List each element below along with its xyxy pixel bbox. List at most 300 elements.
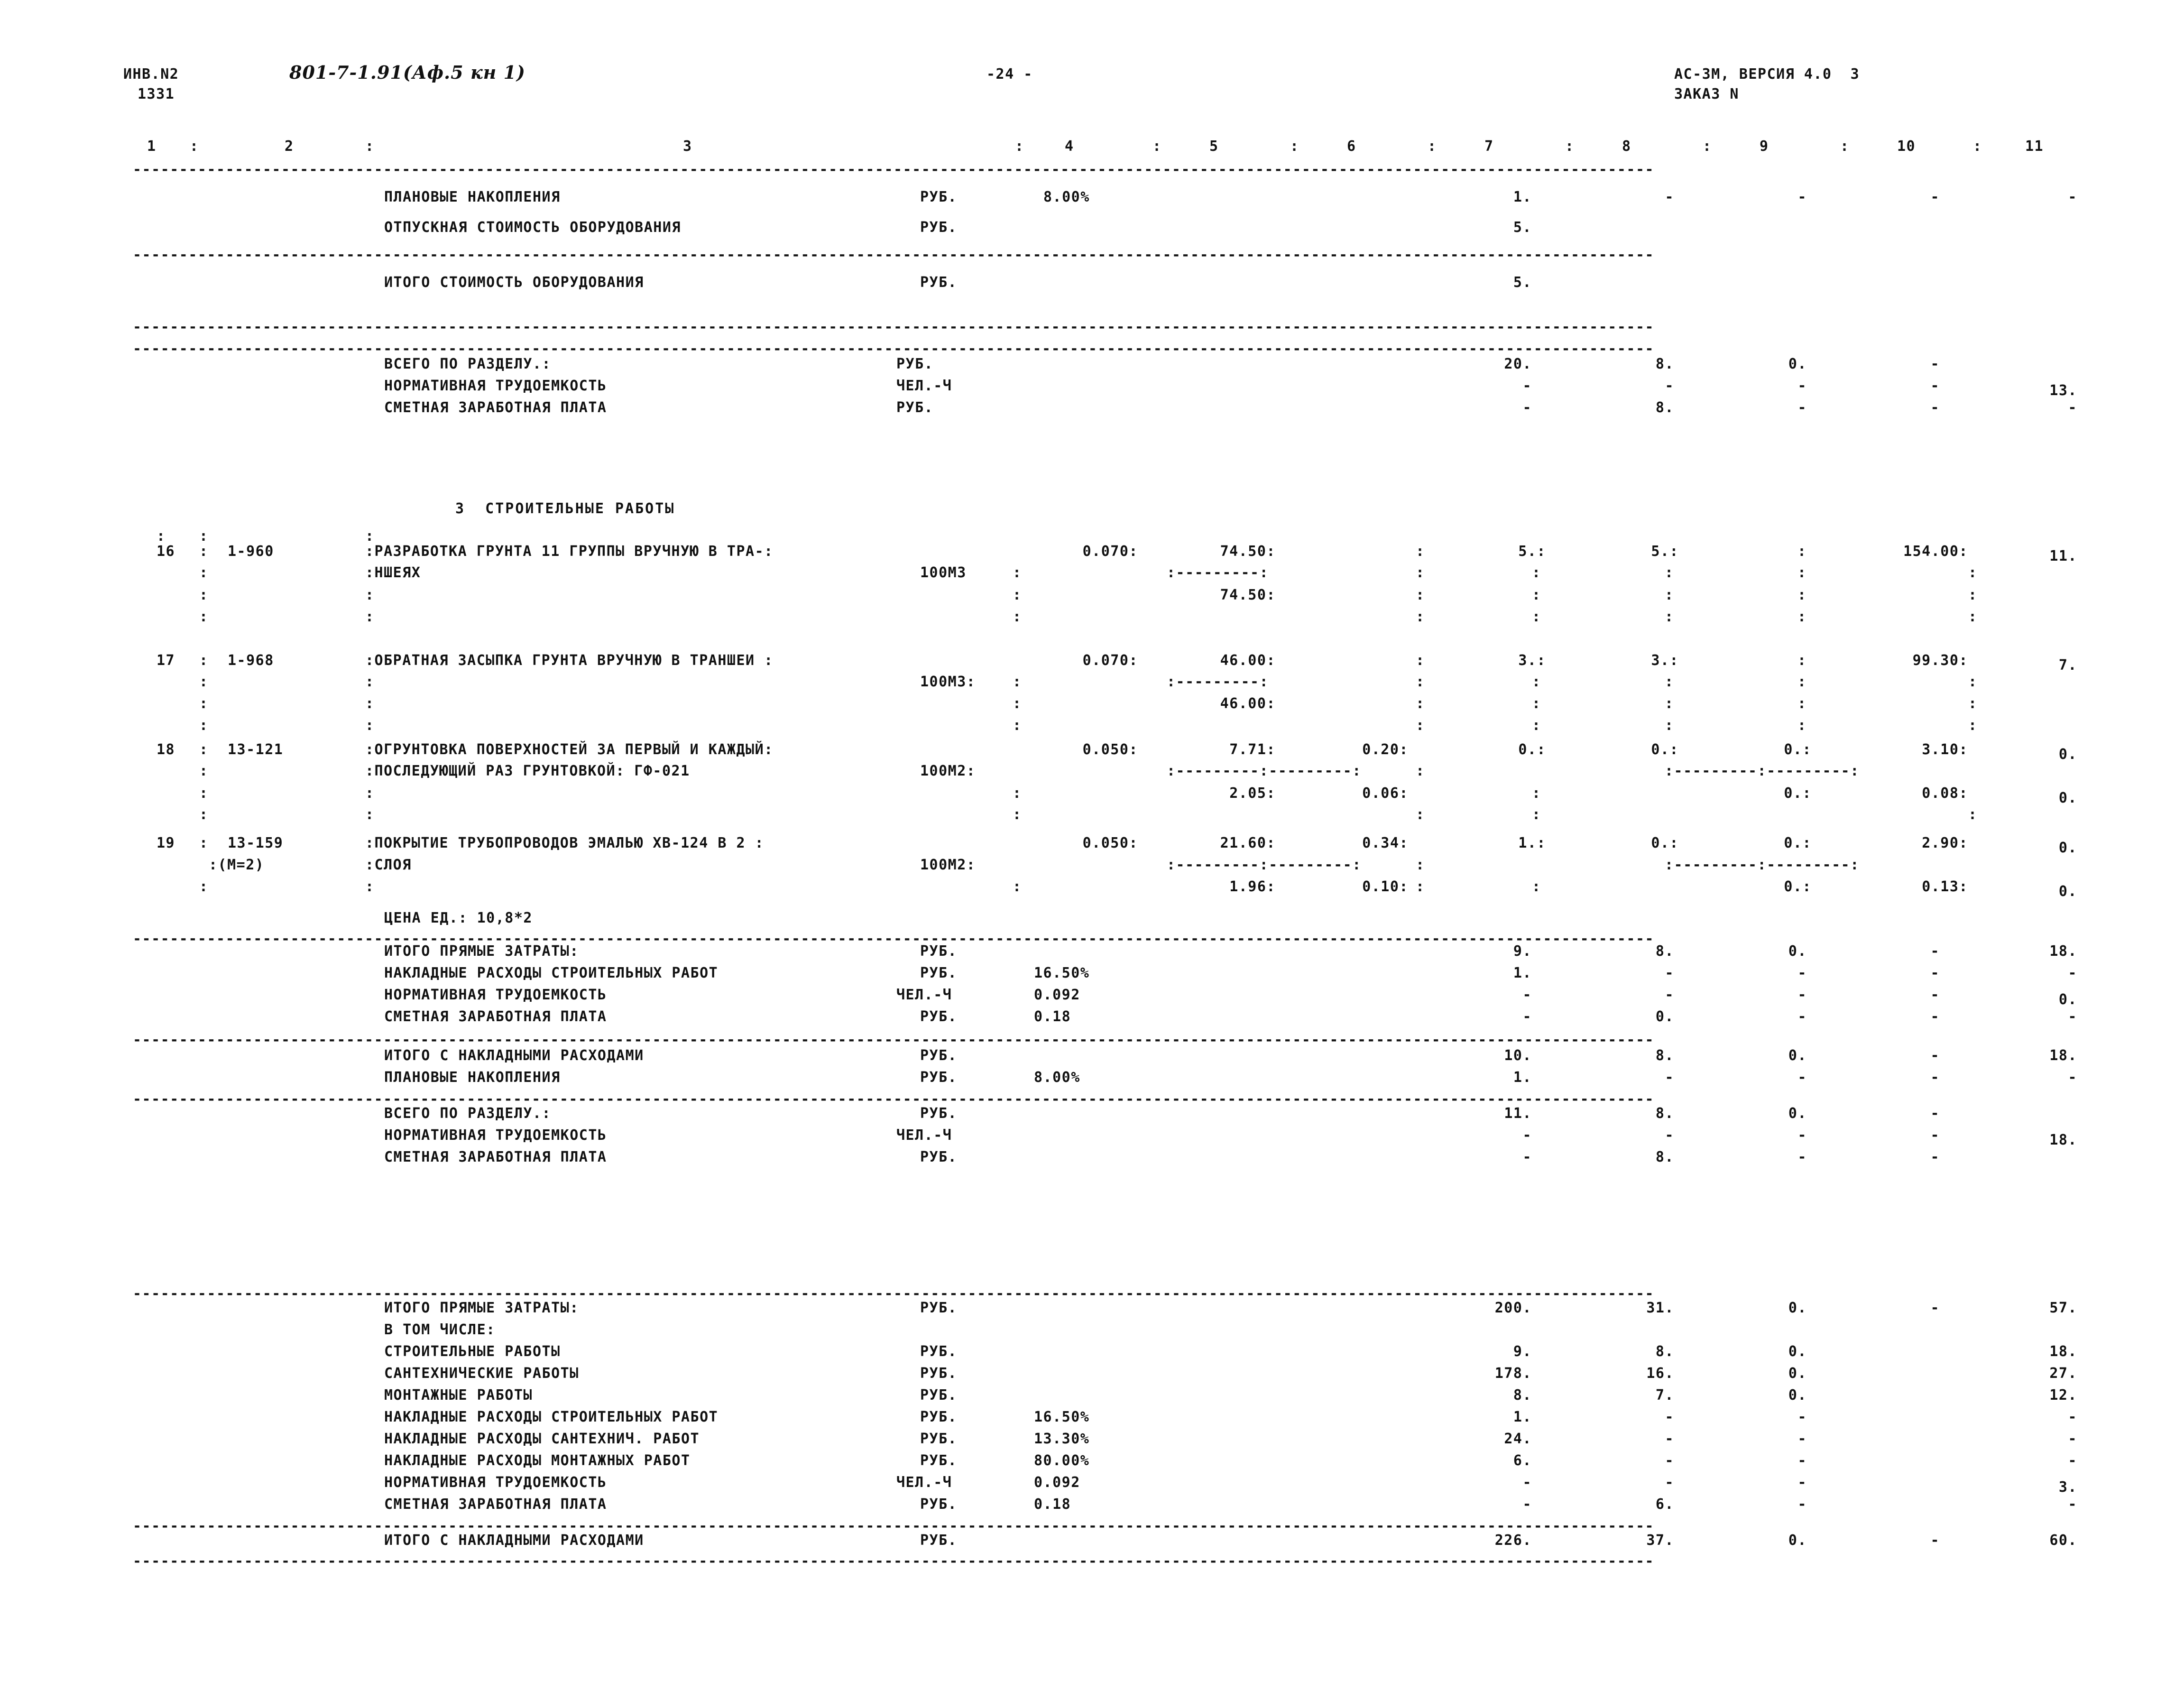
item-c4: 0.050: (1082, 835, 1138, 851)
item-num: 19 (157, 835, 175, 851)
item-colon: : (1416, 587, 1425, 603)
item-colon: : (199, 587, 209, 603)
col-sep: : (365, 138, 375, 155)
section-title: 3 СТРОИТЕЛЬНЫЕ РАБОТЫ (455, 500, 675, 517)
row-label: НАКЛАДНЫЕ РАСХОДЫ СТРОИТЕЛЬНЫХ РАБОТ (384, 1409, 719, 1425)
col-sep: : (1428, 138, 1437, 155)
item-c11a: 0. (2058, 746, 2077, 763)
item-code: 13-159 (228, 835, 284, 851)
row-label: ВСЕГО ПО РАЗДЕЛУ.: (384, 1105, 552, 1122)
item-code: 13-121 (228, 741, 284, 758)
item-colon: : (199, 763, 209, 779)
row-pct: 8.00% (1043, 189, 1090, 205)
row-pct: 0.18 (1034, 1496, 1071, 1513)
item-colon: : (1968, 695, 1978, 712)
separator-line: -------------------------------------------------------------------------------------------------------------------------------------------------------------------- (133, 931, 1655, 947)
row-c11: 12. (2049, 1387, 2077, 1404)
row-label: ИТОГО С НАКЛАДНЫМИ РАСХОДАМИ (384, 1047, 644, 1064)
row-c10: - (1930, 189, 1940, 205)
col-sep: : (1703, 138, 1712, 155)
item-colon: : (199, 674, 209, 690)
row-c8: 6. (1655, 1496, 1674, 1513)
item-colon: : (1665, 609, 1674, 625)
row-c7: 1. (1513, 1409, 1532, 1425)
row-c11: - (2068, 965, 2077, 981)
row-c11: 57. (2049, 1300, 2077, 1316)
row-label: ПЛАНОВЫЕ НАКОПЛЕНИЯ (384, 1069, 561, 1086)
row-c8: 8. (1655, 1343, 1674, 1360)
row-c8: - (1665, 1431, 1674, 1447)
item-colon: : (1013, 785, 1022, 802)
row-c8: 0. (1655, 1008, 1674, 1025)
handwritten-code: 801-7-1.91(Аф.5 кн 1) (289, 62, 526, 83)
dash-underline: :---------:---------: (1665, 857, 1860, 873)
row-c10: - (1930, 1069, 1940, 1086)
row-c8: - (1665, 189, 1674, 205)
item-colon: : (1416, 763, 1425, 779)
item-c11b: 0. (2058, 790, 2077, 806)
col-sep: : (1840, 138, 1850, 155)
row-label: НОРМАТИВНАЯ ТРУДОЕМКОСТЬ (384, 987, 607, 1003)
item-colon: : (157, 528, 166, 545)
row-pct: 80.00% (1034, 1452, 1090, 1469)
row-c7: 226. (1494, 1532, 1532, 1549)
row-label: ИТОГО ПРЯМЫЕ ЗАТРАТЫ: (384, 1300, 579, 1316)
row-c7: 200. (1494, 1300, 1532, 1316)
row-c9: - (1797, 189, 1807, 205)
item-colon: : (1665, 717, 1674, 734)
item-colon: : (1013, 587, 1022, 603)
item-c10a: 99.30: (1912, 652, 1968, 669)
row-c11: 18. (2049, 943, 2077, 960)
item-colon: : (1968, 717, 1978, 734)
item-c5a: 21.60: (1220, 835, 1276, 851)
item-colon: : (1797, 609, 1807, 625)
row-c10: - (1930, 356, 1940, 372)
row-c7: - (1522, 1127, 1532, 1144)
item-c10b: 0.08: (1922, 785, 1968, 802)
item-colon: : (1416, 652, 1425, 669)
row-unit: РУБ. (920, 274, 958, 291)
col-num-7: 7 (1484, 138, 1494, 155)
item-colon: : (199, 695, 209, 712)
row-c9: 0. (1788, 1047, 1807, 1064)
row-c9: - (1797, 965, 1807, 981)
separator-line: -------------------------------------------------------------------------------------------------------------------------------------------------------------------- (133, 341, 1655, 357)
dash-underline: :---------:---------: (1167, 857, 1362, 873)
row-c10: - (1930, 1008, 1940, 1025)
item-colon: : (365, 806, 375, 823)
item-colon: : (365, 609, 375, 625)
item-colon: : (1665, 674, 1674, 690)
row-c8: 8. (1655, 399, 1674, 416)
row-c7: - (1522, 1149, 1532, 1165)
item-num: 18 (157, 741, 175, 758)
row-c9: - (1797, 1127, 1807, 1144)
row-unit: РУБ. (920, 1008, 958, 1025)
item-colon: : (1013, 806, 1022, 823)
row-c7: 11. (1504, 1105, 1532, 1122)
row-label: НАКЛАДНЫЕ РАСХОДЫ СТРОИТЕЛЬНЫХ РАБОТ (384, 965, 719, 981)
item-code: 1-968 (228, 652, 274, 669)
row-c11: 13. (2049, 382, 2077, 399)
row-c9: - (1797, 1496, 1807, 1513)
row-c8: 7. (1655, 1387, 1674, 1404)
col-sep: : (1152, 138, 1162, 155)
item-c5a: 46.00: (1220, 652, 1276, 669)
item-c4: 0.050: (1082, 741, 1138, 758)
item-c10a: 3.10: (1922, 741, 1968, 758)
item-colon: : (1416, 609, 1425, 625)
col-num-4: 4 (1065, 138, 1074, 155)
row-pct: 8.00% (1034, 1069, 1080, 1086)
item-colon: : (199, 835, 209, 851)
separator-line: -------------------------------------------------------------------------------------------------------------------------------------------------------------------- (133, 247, 1655, 263)
item-unit: 100М2: (920, 857, 976, 873)
item-c6b: 0.06: (1362, 785, 1409, 802)
row-c7: 20. (1504, 356, 1532, 372)
row-c9: - (1797, 1474, 1807, 1491)
row-unit: РУБ. (920, 1300, 958, 1316)
row-c11: - (2068, 399, 2077, 416)
row-c11: 27. (2049, 1365, 2077, 1382)
row-c7: 1. (1513, 189, 1532, 205)
row-c7: - (1522, 1474, 1532, 1491)
item-c5b: 46.00: (1220, 695, 1276, 712)
row-c10: - (1930, 399, 1940, 416)
item-c5b: 1.96: (1229, 878, 1276, 895)
item-unit: 100М2: (920, 763, 976, 779)
item-colon: : (1416, 717, 1425, 734)
row-unit: РУБ. (920, 1365, 958, 1382)
item-colon: : (199, 741, 209, 758)
row-c8: - (1665, 1127, 1674, 1144)
row-c11: 18. (2049, 1343, 2077, 1360)
row-label: СМЕТНАЯ ЗАРАБОТНАЯ ПЛАТА (384, 1496, 607, 1513)
item-colon: : (1416, 564, 1425, 581)
row-c10: - (1930, 378, 1940, 394)
item-colon: : (1665, 564, 1674, 581)
row-unit: РУБ. (920, 1387, 958, 1404)
item-colon: : (1532, 587, 1541, 603)
row-c10: - (1930, 1149, 1940, 1165)
row-c9: 0. (1788, 1532, 1807, 1549)
row-unit: РУБ. (920, 1431, 958, 1447)
col-sep: : (1973, 138, 1982, 155)
item-desc-line1: :РАЗРАБОТКА ГРУНТА 11 ГРУППЫ ВРУЧНУЮ В ТРА-: (365, 543, 774, 560)
row-c11: 18. (2049, 1132, 2077, 1148)
item-colon: : (1968, 609, 1978, 625)
item-num: 16 (157, 543, 175, 560)
row-c7: 8. (1513, 1387, 1532, 1404)
item-colon: : (365, 674, 375, 690)
row-c9: 0. (1788, 943, 1807, 960)
row-unit: ЧЕЛ.-Ч (896, 987, 952, 1003)
row-label: СМЕТНАЯ ЗАРАБОТНАЯ ПЛАТА (384, 1008, 607, 1025)
item-colon: : (1532, 674, 1541, 690)
item-colon: : (1416, 543, 1425, 560)
version-label: АС-3М, ВЕРСИЯ 4.0 3 (1674, 66, 1860, 83)
col-num-2: 2 (285, 138, 294, 155)
row-c9: - (1797, 987, 1807, 1003)
row-c9: - (1797, 1431, 1807, 1447)
row-unit: РУБ. (920, 943, 958, 960)
item-colon: : (1797, 717, 1807, 734)
row-c8: 8. (1655, 1047, 1674, 1064)
row-c10: - (1930, 987, 1940, 1003)
item-colon: : (199, 652, 209, 669)
order-label: ЗАКАЗ N (1674, 86, 1739, 102)
item-c10b: 0.13: (1922, 878, 1968, 895)
row-unit: РУБ. (920, 1409, 958, 1425)
item-colon: : (199, 609, 209, 625)
row-label: НАКЛАДНЫЕ РАСХОДЫ САНТЕХНИЧ. РАБОТ (384, 1431, 700, 1447)
item-desc-line1: :ПОКРЫТИЕ ТРУБОПРОВОДОВ ЭМАЛЬЮ ХВ-124 В 2 : (365, 835, 765, 851)
row-c10: - (1930, 965, 1940, 981)
item-unit: 100М3 (920, 564, 967, 581)
row-c8: 8. (1655, 1149, 1674, 1165)
inventory-label: ИНВ.N2 (123, 66, 179, 83)
row-pct: 16.50% (1034, 965, 1090, 981)
row-c10: - (1930, 1300, 1940, 1316)
item-c7: 5.: (1518, 543, 1546, 560)
item-c6a: 0.20: (1362, 741, 1409, 758)
item-colon: : (365, 878, 375, 895)
col-num-5: 5 (1209, 138, 1219, 155)
row-unit: ЧЕЛ.-Ч (896, 1474, 952, 1491)
item-c8: 0.: (1651, 741, 1679, 758)
item-colon: : (1532, 695, 1541, 712)
dash-underline: :---------:---------: (1167, 763, 1362, 779)
item-c11a: 7. (2058, 657, 2077, 674)
item-colon: : (1797, 587, 1807, 603)
row-label: ИТОГО С НАКЛАДНЫМИ РАСХОДАМИ (384, 1532, 644, 1549)
col-sep: : (1290, 138, 1299, 155)
row-c11: 3. (2058, 1479, 2077, 1496)
item-colon: : (199, 564, 209, 581)
item-c7: 3.: (1518, 652, 1546, 669)
row-c10: - (1930, 1105, 1940, 1122)
item-c9: 0.: (1784, 835, 1812, 851)
row-c11: - (2068, 1452, 2077, 1469)
row-c9: 0. (1788, 1365, 1807, 1382)
row-c9: - (1797, 1409, 1807, 1425)
row-label: ПЛАНОВЫЕ НАКОПЛЕНИЯ (384, 189, 561, 205)
row-label: ОТПУСКНАЯ СТОИМОСТЬ ОБОРУДОВАНИЯ (384, 219, 681, 236)
row-label: СМЕТНАЯ ЗАРАБОТНАЯ ПЛАТА (384, 1149, 607, 1165)
row-c8: - (1665, 965, 1674, 981)
row-c9: - (1797, 1069, 1807, 1086)
item-unit: 100М3: (920, 674, 976, 690)
inventory-number: 1331 (138, 86, 175, 102)
item-colon: : (1416, 857, 1425, 873)
row-label: ИТОГО ПРЯМЫЕ ЗАТРАТЫ: (384, 943, 579, 960)
item-c4: 0.070: (1082, 543, 1138, 560)
row-c8: - (1665, 987, 1674, 1003)
item-c9b: 0.: (1784, 878, 1812, 895)
row-label: В ТОМ ЧИСЛЕ: (384, 1321, 496, 1338)
dash-underline: :---------:---------: (1665, 763, 1860, 779)
item-colon: : (1013, 609, 1022, 625)
item-c11a: 0. (2058, 840, 2077, 856)
item-c10a: 2.90: (1922, 835, 1968, 851)
row-c8: - (1665, 1409, 1674, 1425)
row-c7: 5. (1513, 274, 1532, 291)
row-unit: РУБ. (920, 1047, 958, 1064)
item-colon: : (199, 543, 209, 560)
item-c11a: 11. (2049, 548, 2077, 564)
row-c9: - (1797, 378, 1807, 394)
row-label: НАКЛАДНЫЕ РАСХОДЫ МОНТАЖНЫХ РАБОТ (384, 1452, 691, 1469)
row-unit: РУБ. (920, 1343, 958, 1360)
row-c7: - (1522, 1008, 1532, 1025)
item-c8: 0.: (1651, 835, 1679, 851)
item-colon: : (1797, 564, 1807, 581)
item-colon: : (1968, 564, 1978, 581)
col-sep: : (1565, 138, 1575, 155)
row-unit: РУБ. (920, 1452, 958, 1469)
row-c7: 9. (1513, 1343, 1532, 1360)
item-colon: : (1416, 695, 1425, 712)
row-c8: 8. (1655, 1105, 1674, 1122)
row-c9: - (1797, 1452, 1807, 1469)
row-label: ВСЕГО ПО РАЗДЕЛУ.: (384, 356, 552, 372)
row-c11: - (2068, 1431, 2077, 1447)
row-c8: - (1665, 1069, 1674, 1086)
row-c9: - (1797, 399, 1807, 416)
row-unit: РУБ. (920, 1105, 958, 1122)
item-c7: 0.: (1518, 741, 1546, 758)
item-c9: 0.: (1784, 741, 1812, 758)
row-c8: 37. (1646, 1532, 1674, 1549)
item-colon: : (1532, 806, 1541, 823)
row-unit: РУБ. (920, 1069, 958, 1086)
col-num-1: 1 (147, 138, 157, 155)
row-c8: - (1665, 1452, 1674, 1469)
item-colon: : (1797, 674, 1807, 690)
row-c9: 0. (1788, 1300, 1807, 1316)
row-c7: 1. (1513, 1069, 1532, 1086)
item-c5b: 2.05: (1229, 785, 1276, 802)
item-desc-line2: :НШЕЯХ (365, 564, 421, 581)
separator-line: -------------------------------------------------------------------------------------------------------------------------------------------------------------------- (133, 161, 1655, 178)
row-c9: 0. (1788, 1105, 1807, 1122)
row-c9: - (1797, 1149, 1807, 1165)
item-colon: : (1013, 674, 1022, 690)
row-c10: - (1930, 1532, 1940, 1549)
item-colon: : (1013, 717, 1022, 734)
item-colon: : (1532, 564, 1541, 581)
item-c10a: 154.00: (1903, 543, 1968, 560)
item-colon: : (199, 878, 209, 895)
item-colon: : (1013, 695, 1022, 712)
item-colon: : (1665, 587, 1674, 603)
row-unit: РУБ. (896, 356, 934, 372)
row-label: НОРМАТИВНАЯ ТРУДОЕМКОСТЬ (384, 378, 607, 394)
row-c10: - (1930, 1047, 1940, 1064)
row-c11: 0. (2058, 991, 2077, 1008)
item-colon: : (1797, 695, 1807, 712)
item-colon: : (1416, 878, 1425, 895)
item-colon: : (1416, 674, 1425, 690)
row-c11: - (2068, 189, 2077, 205)
row-c9: 0. (1788, 1387, 1807, 1404)
row-c11: - (2068, 1496, 2077, 1513)
row-pct: 13.30% (1034, 1431, 1090, 1447)
row-unit: ЧЕЛ.-Ч (896, 378, 952, 394)
row-unit: РУБ. (920, 189, 958, 205)
item-subnote: :(М=2) (209, 857, 265, 873)
item-colon: : (365, 528, 375, 545)
col-sep: : (190, 138, 199, 155)
col-num-8: 8 (1622, 138, 1631, 155)
row-unit: РУБ. (920, 219, 958, 236)
row-c8: 16. (1646, 1365, 1674, 1382)
row-unit: РУБ. (896, 399, 934, 416)
item-desc-line2: :ПОСЛЕДУЮЩИЙ РАЗ ГРУНТОВКОЙ: ГФ-021 (365, 763, 690, 779)
row-c11: - (2068, 1008, 2077, 1025)
row-c7: - (1522, 1496, 1532, 1513)
row-unit: ЧЕЛ.-Ч (896, 1127, 952, 1144)
row-c9: 0. (1788, 356, 1807, 372)
page-number: -24 - (986, 66, 1033, 83)
item-colon: : (199, 528, 209, 545)
item-colon: : (1797, 652, 1807, 669)
item-colon: : (1532, 878, 1541, 895)
item-colon: : (1532, 717, 1541, 734)
row-label: САНТЕХНИЧЕСКИЕ РАБОТЫ (384, 1365, 579, 1382)
item-c8: 5.: (1651, 543, 1679, 560)
item-colon: : (365, 587, 375, 603)
item-colon: : (1416, 806, 1425, 823)
row-c9: 0. (1788, 1343, 1807, 1360)
row-c8: 31. (1646, 1300, 1674, 1316)
item-colon: : (1532, 785, 1541, 802)
row-c11: 60. (2049, 1532, 2077, 1549)
row-label: МОНТАЖНЫЕ РАБОТЫ (384, 1387, 533, 1404)
row-unit: РУБ. (920, 1496, 958, 1513)
row-c10: - (1930, 1127, 1940, 1144)
row-unit: РУБ. (920, 965, 958, 981)
separator-line: -------------------------------------------------------------------------------------------------------------------------------------------------------------------- (133, 1285, 1655, 1302)
row-c8: 8. (1655, 943, 1674, 960)
row-label: СМЕТНАЯ ЗАРАБОТНАЯ ПЛАТА (384, 399, 607, 416)
row-pct: 0.092 (1034, 987, 1080, 1003)
item-code: 1-960 (228, 543, 274, 560)
item-c4: 0.070: (1082, 652, 1138, 669)
row-c10: - (1930, 943, 1940, 960)
row-unit: РУБ. (920, 1149, 958, 1165)
row-c8: - (1665, 1474, 1674, 1491)
item-c6a: 0.34: (1362, 835, 1409, 851)
row-c7: 6. (1513, 1452, 1532, 1469)
item-colon: : (365, 785, 375, 802)
item-colon: : (1968, 587, 1978, 603)
row-pct: 0.18 (1034, 1008, 1071, 1025)
item-c5a: 74.50: (1220, 543, 1276, 560)
row-c7: 10. (1504, 1047, 1532, 1064)
item-desc-line1: :ОБРАТНАЯ ЗАСЫПКА ГРУНТА ВРУЧНУЮ В ТРАНШЕИ : (365, 652, 774, 669)
separator-line: -------------------------------------------------------------------------------------------------------------------------------------------------------------------- (133, 1032, 1655, 1048)
row-c7: - (1522, 378, 1532, 394)
row-c8: - (1665, 378, 1674, 394)
row-c7: 24. (1504, 1431, 1532, 1447)
row-c9: - (1797, 1008, 1807, 1025)
row-label: ИТОГО СТОИМОСТЬ ОБОРУДОВАНИЯ (384, 274, 644, 291)
dash-underline: :---------: (1167, 564, 1269, 581)
item-c5b: 74.50: (1220, 587, 1276, 603)
col-num-10: 10 (1897, 138, 1916, 155)
